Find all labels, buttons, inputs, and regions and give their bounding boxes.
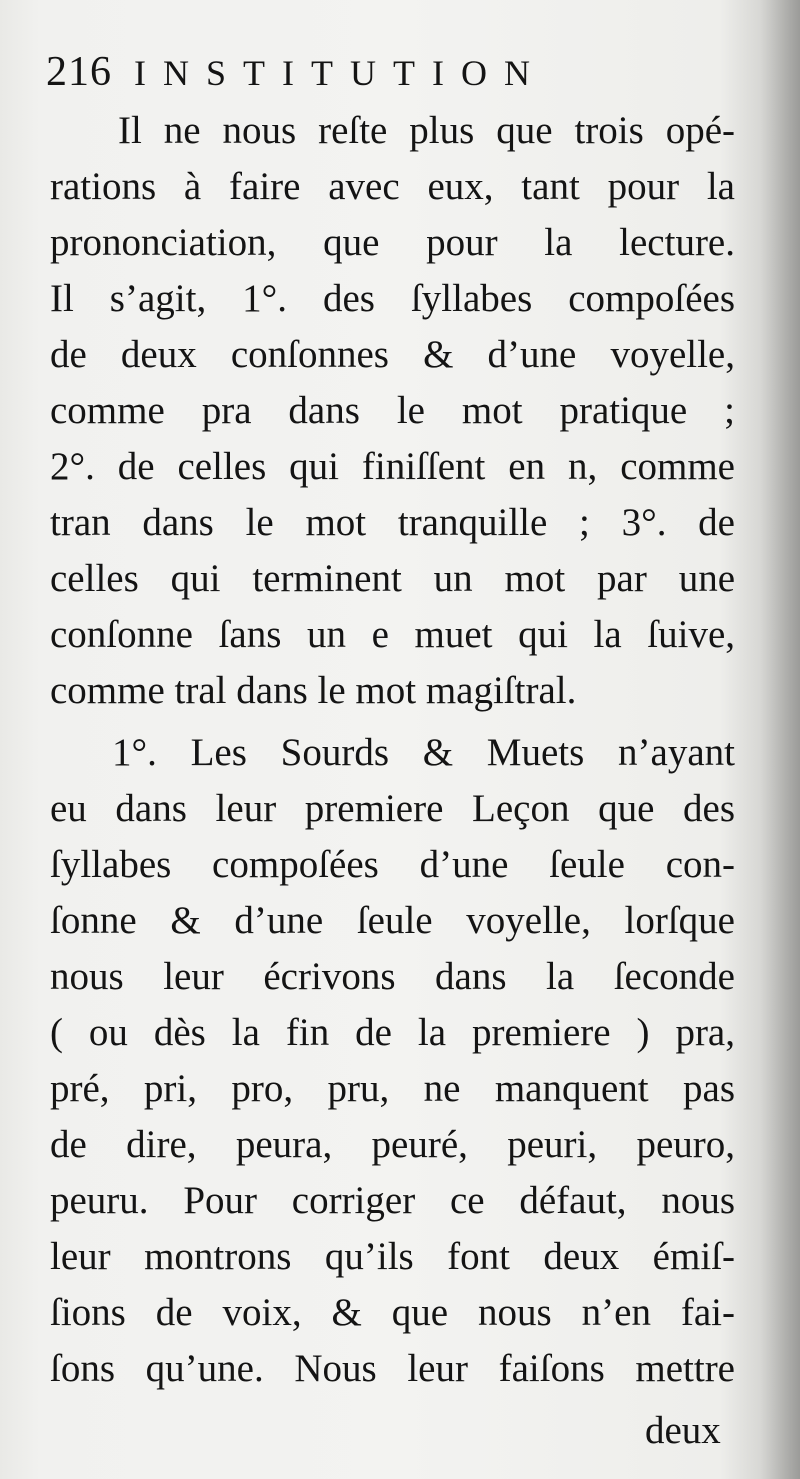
text-line: ( ou dès la fin de la premiere ) pra,: [50, 1011, 735, 1054]
text-line: celles qui terminent un mot par une: [50, 557, 735, 600]
text-line: comme pra dans le mot pratique ;: [50, 389, 735, 432]
text-line: de deux conſonnes & d’une voyelle,: [50, 333, 735, 376]
text-line: comme tral dans le mot magiſtral.: [50, 669, 577, 712]
text-line: tran dans le mot tranquille ; 3°. de: [50, 501, 735, 544]
text-line: eu dans leur premiere Leçon que des: [50, 787, 735, 830]
text-line: ſyllabes compoſées d’une ſeule con-: [50, 843, 735, 886]
text-line: ſons qu’une. Nous leur faiſons mettre: [50, 1347, 735, 1390]
catchword: deux: [645, 1409, 721, 1452]
running-head: INSTITUTION: [134, 53, 547, 93]
text-line: 1°. Les Sourds & Muets n’ayant: [112, 731, 735, 774]
text-line: Il ne nous reſte plus que trois opé-: [118, 109, 735, 152]
text-line: prononciation, que pour la lecture.: [50, 221, 735, 264]
page-number: 216: [46, 49, 112, 95]
text-line: peuru. Pour corriger ce défaut, nous: [50, 1179, 735, 1222]
text-line: 2°. de celles qui finiſſent en n, comme: [50, 445, 735, 488]
text-line: leur montrons qu’ils font deux émiſ-: [50, 1235, 735, 1278]
text-line: nous leur écrivons dans la ſeconde: [50, 955, 735, 998]
text-line: Il s’agit, 1°. des ſyllabes compoſées: [50, 277, 735, 320]
text-line: ſonne & d’une ſeule voyelle, lorſque: [50, 899, 735, 942]
page-header: [46, 48, 666, 98]
text-line: conſonne ſans un e muet qui la ſuive,: [50, 613, 735, 656]
text-line: ſions de voix, & que nous n’en fai-: [50, 1291, 735, 1334]
text-line: de dire, peura, peuré, peuri, peuro,: [50, 1123, 735, 1166]
text-line: rations à faire avec eux, tant pour la: [50, 165, 735, 208]
page-gutter-shadow: [760, 0, 800, 1479]
text-line: pré, pri, pro, pru, ne manquent pas: [50, 1067, 735, 1110]
